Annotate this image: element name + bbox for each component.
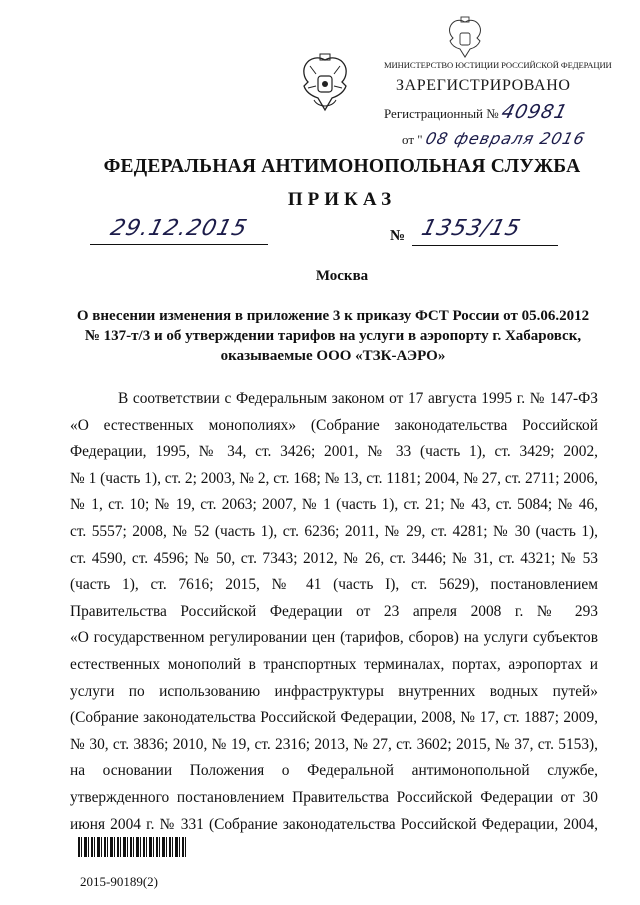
subject-line: оказываемые ООО «ТЗК-АЭРО» (220, 348, 446, 364)
body-line: утвержденного постановлением Правительства Российской Федерации от 30 (70, 788, 598, 806)
body-line: ст. 5557; 2008, № 52 (часть 1), ст. 6236; 2011, № 29, ст. 4281; № 30 (часть 1), (70, 522, 598, 540)
body-line: (часть 1), ст. 7616; 2015, № 41 (часть I), ст. 5629), постановлением (70, 576, 598, 594)
order-date-field (90, 216, 268, 245)
body-paragraph (70, 386, 598, 838)
stamp-reg-date: 08 февраля 2016 (423, 129, 588, 148)
barcode-icon (78, 837, 186, 857)
barcode-code: 2015-90189(2) (80, 874, 158, 889)
body-line: услуги по использованию инфраструктуры внутренних водных путей» (70, 682, 598, 700)
subject-line: № 137-т/3 и об утверждении тарифов на услуги в аэропорту г. Хабаровск, (84, 328, 582, 344)
subject-line: О внесении изменения в приложение 3 к приказу ФСТ России от 05.06.2012 (76, 308, 590, 324)
body-line: «О государственном регулировании цен (тарифов, сборов) на услуги субъектов (70, 629, 598, 647)
body-line: Федерации, 1995, № 34, ст. 3426; 2001, № 33 (часть 1), ст. 3429; 2002, (70, 443, 598, 461)
order-subject (70, 306, 596, 366)
city: Москва (315, 268, 369, 284)
body-line: естественных монополий в транспортных терминалах, портах, аэропортах и (70, 655, 598, 673)
body-line: ст. 4590, ст. 4596; № 50, ст. 7343; 2012, № 26, ст. 3446; № 31, ст. 4321; № 53 (70, 549, 598, 567)
body-line: (Собрание законодательства Российской Федерации, 2008, № 17, ст. 1887; 2009, (70, 709, 598, 727)
body-line: № 1 (часть 1), ст. 2; 2003, № 2, ст. 168; № 13, ст. 1181; 2004, № 27, ст. 2711; 2006, (70, 469, 598, 487)
stamp-reg-label: Регистрационный № (384, 106, 499, 121)
stamp-date-line (384, 129, 588, 148)
body-line: на основании Положения о Федеральной антимонопольной службе, (70, 762, 598, 780)
stamp-reg-number: 40981 (499, 101, 571, 123)
registration-stamp (384, 60, 612, 148)
body-line: июня 2004 г. № 331 (Собрание законодательства Российской Федерации, 2004, (70, 815, 598, 833)
stamp-registered: ЗАРЕГИСТРИРОВАНО (396, 77, 571, 94)
stamp-ministry: МИНИСТЕРСТВО ЮСТИЦИИ РОССИЙСКОЙ ФЕДЕРАЦИИ (384, 60, 612, 70)
order-number-field (390, 216, 560, 246)
body-line: № 1, ст. 10; № 19, ст. 2063; 2007, № 1 (часть 1), ст. 21; № 43, ст. 5084; № 46, (70, 496, 598, 514)
stamp-from-label: от " (402, 132, 423, 147)
number-underline (412, 245, 558, 246)
coat-of-arms-emblem-icon (296, 52, 354, 118)
order-title: ПРИКАЗ (287, 189, 397, 210)
body-line: В соответствии с Федеральным законом от 17 августа 1995 г. № 147-ФЗ (118, 390, 598, 407)
body-line: «О естественных монополиях» (Собрание законодательства Российской (70, 416, 598, 434)
agency-name: ФЕДЕРАЛЬНАЯ АНТИМОНОПОЛЬНАЯ СЛУЖБА (103, 156, 581, 177)
order-number: 1353/15 (418, 216, 524, 241)
body-line: Правительства Российской Федерации от 23 апреля 2008 г. № 293 (70, 602, 598, 620)
stamp-emblem-icon (444, 16, 486, 60)
body-line: № 30, ст. 3836; 2010, № 19, ст. 2316; 2013, № 27, ст. 3602; 2015, № 37, ст. 5153), (70, 735, 598, 753)
stamp-reg-number-line (384, 101, 580, 123)
number-sign: № (390, 228, 406, 244)
order-date: 29.12.2015 (107, 216, 251, 241)
